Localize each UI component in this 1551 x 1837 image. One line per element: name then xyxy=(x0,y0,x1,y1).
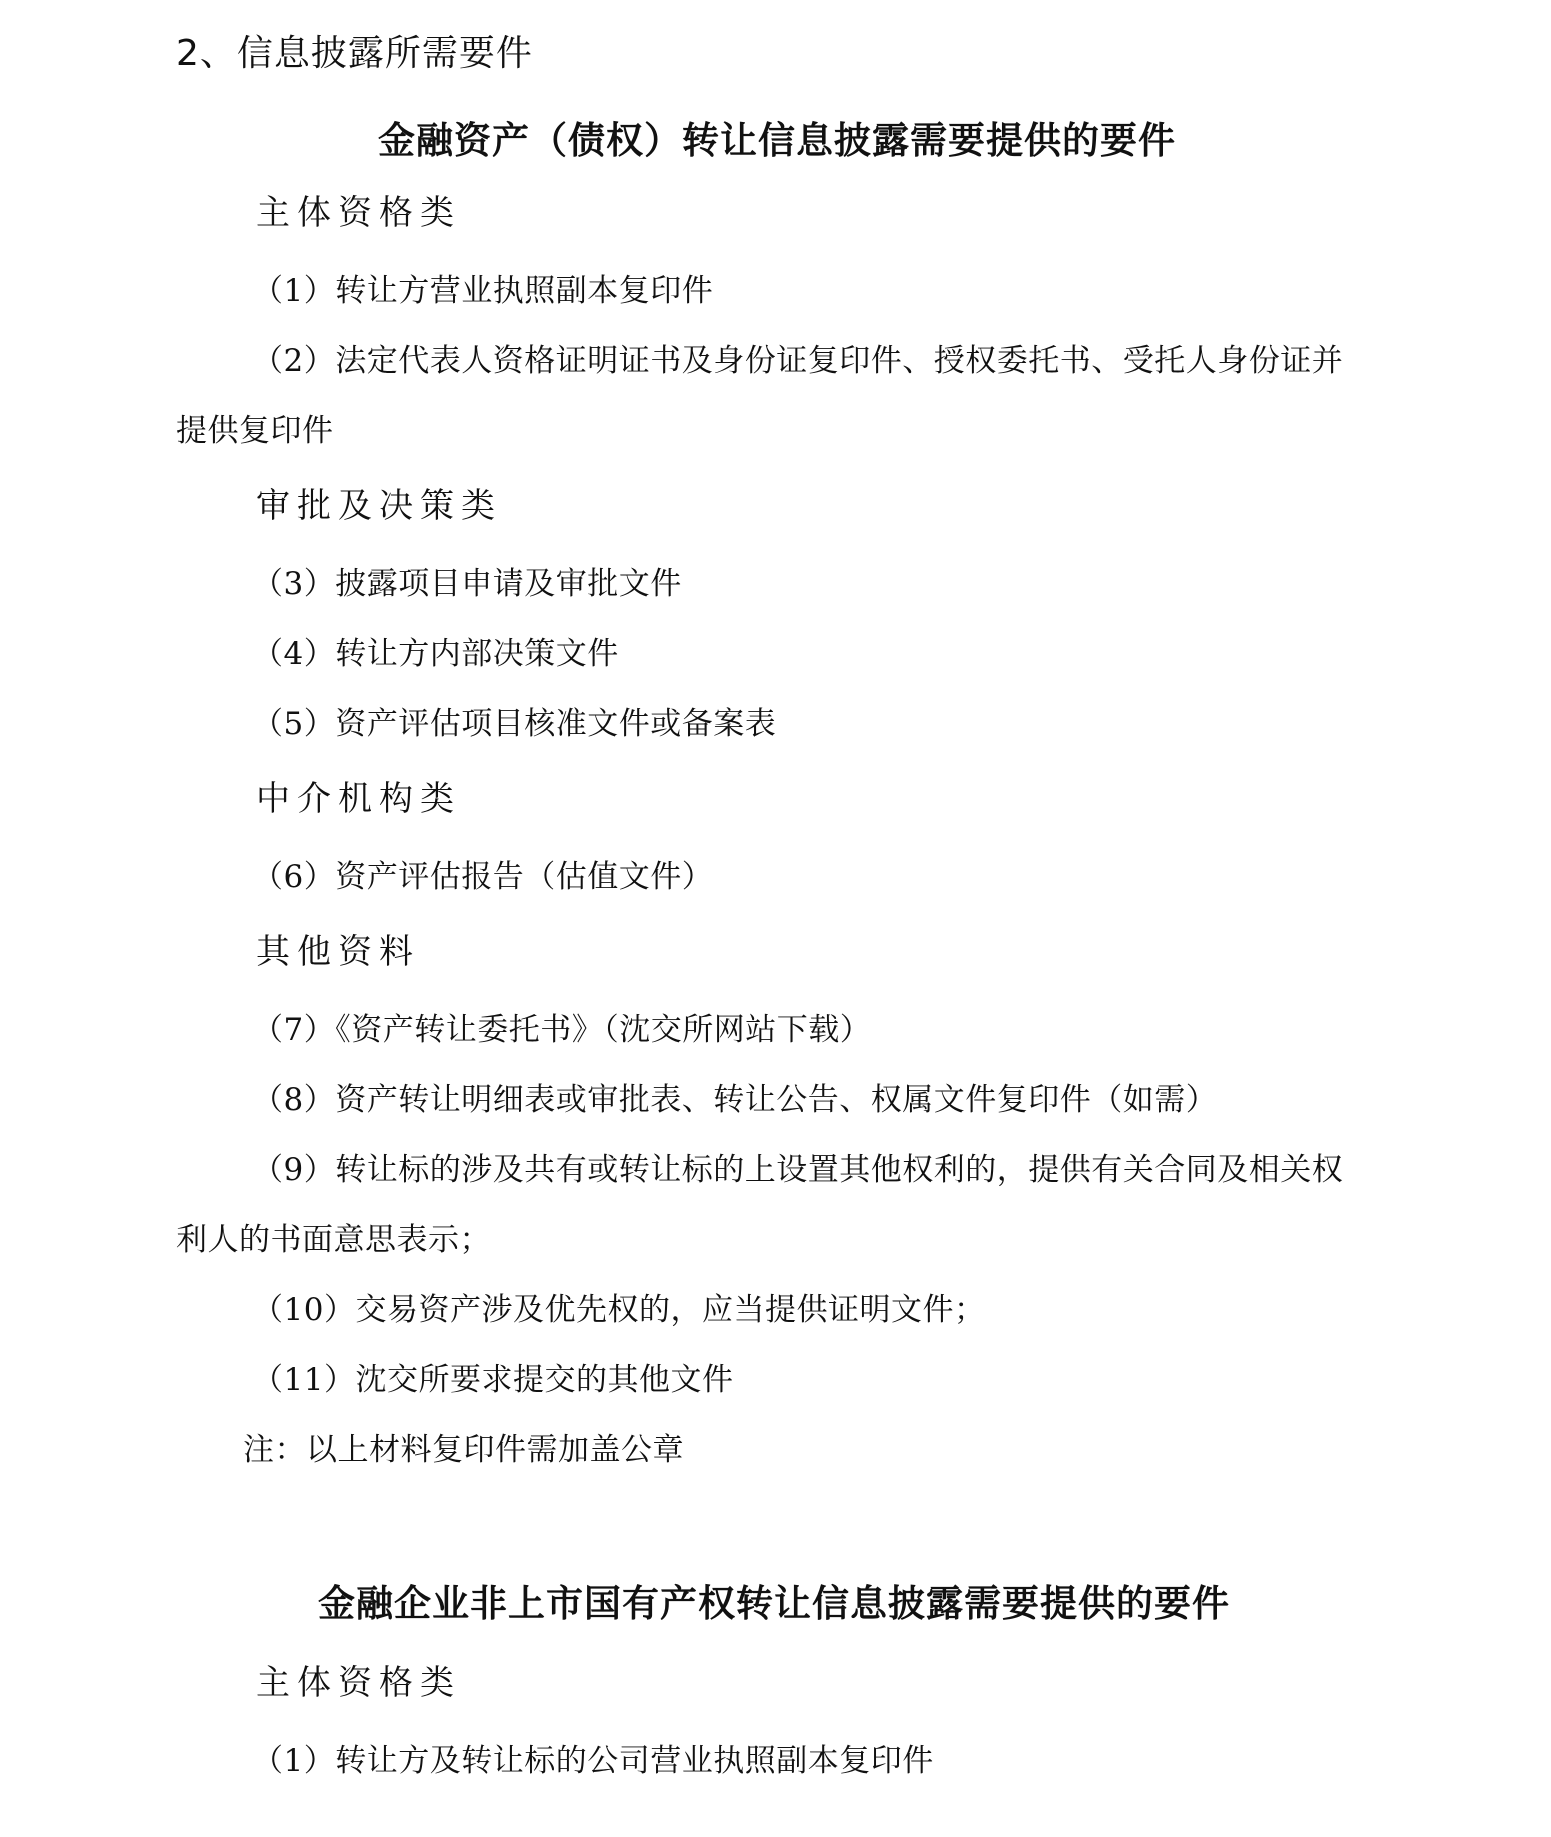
doc1-item-2-line1: （2）法定代表人资格证明证书及身份证复印件、授权委托书、受托人身份证并 xyxy=(252,343,1344,379)
doc1-title: 金融资产（债权）转让信息披露需要提供的要件 xyxy=(378,119,1176,162)
doc1-item-9-line1: （9）转让标的涉及共有或转让标的上设置其他权利的，提供有关合同及相关权 xyxy=(252,1152,1344,1188)
doc1-item-8: （8）资产转让明细表或审批表、转让公告、权属文件复印件（如需） xyxy=(252,1082,1218,1118)
doc1-item-3: （3）披露项目申请及审批文件 xyxy=(252,566,682,602)
doc1-item-7: （7）《资产转让委托书》（沈交所网站下载） xyxy=(252,1012,872,1048)
section-heading: 2、信息披露所需要件 xyxy=(176,33,533,74)
doc1-category-agency: 中介机构类 xyxy=(256,779,461,819)
doc1-item-5: （5）资产评估项目核准文件或备案表 xyxy=(252,706,777,742)
doc1-item-9-line2: 利人的书面意思表示； xyxy=(176,1222,491,1258)
doc1-item-6: （6）资产评估报告（估值文件） xyxy=(252,859,714,895)
doc1-item-2-line2: 提供复印件 xyxy=(176,413,334,449)
doc1-note: 注：以上材料复印件需加盖公章 xyxy=(243,1432,684,1468)
doc1-category-other: 其他资料 xyxy=(256,932,420,972)
doc1-category-subject: 主体资格类 xyxy=(256,193,461,233)
doc2-item-1: （1）转让方及转让标的公司营业执照副本复印件 xyxy=(252,1743,934,1779)
doc1-item-11: （11）沈交所要求提交的其他文件 xyxy=(252,1362,734,1398)
doc1-category-approval: 审批及决策类 xyxy=(256,486,502,526)
doc1-item-1: （1）转让方营业执照副本复印件 xyxy=(252,273,714,309)
doc2-title: 金融企业非上市国有产权转让信息披露需要提供的要件 xyxy=(318,1582,1230,1625)
doc1-item-4: （4）转让方内部决策文件 xyxy=(252,636,619,672)
doc1-item-10: （10）交易资产涉及优先权的，应当提供证明文件； xyxy=(252,1292,986,1328)
doc2-category-subject: 主体资格类 xyxy=(256,1663,461,1703)
